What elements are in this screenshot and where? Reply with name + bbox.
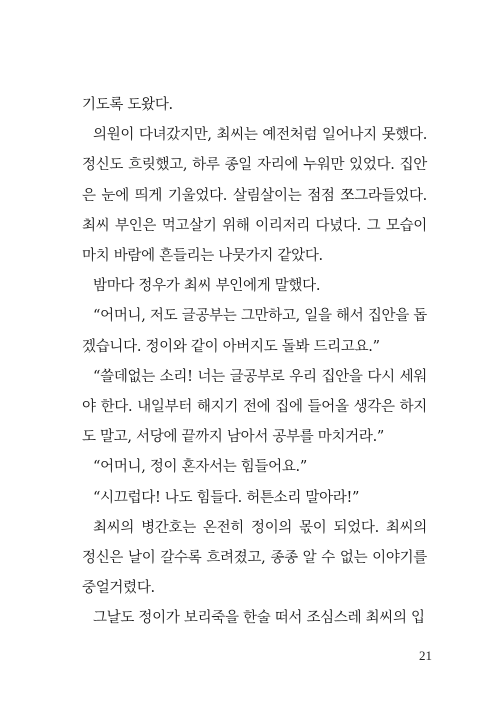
- paragraph: “시끄럽다! 나도 힘들다. 허튼소리 말아라!”: [93, 489, 360, 506]
- paragraph: “어머니, 저도 글공부는 그만하고, 일을 해서 집안을 돕겠습니다. 정이와 같이 아버지도 돌봐 드리고요.”: [82, 308, 427, 355]
- paragraph: “쓸데없는 소리! 너는 글공부로 우리 집안을 다시 세워야 한다. 내일부터 해지기 전에 집에 들어올 생각은 하지도 말고, 서당에 끝까지 남아서 공부를 마치거라.”: [82, 368, 427, 446]
- paragraph: 기도록 도왔다.: [82, 97, 173, 113]
- paragraph: 밤마다 정우가 최씨 부인에게 말했다.: [93, 278, 321, 295]
- body-text: [82, 90, 427, 634]
- paragraph: “어머니, 정이 혼자서는 힘들어요.”: [93, 459, 307, 476]
- page-number: 21: [419, 648, 432, 663]
- paragraph: 의원이 다녀갔지만, 최씨는 예전처럼 일어나지 못했다. 정신도 흐릿했고, 하루 종일 자리에 누워만 있었다. 집안은 눈에 띄게 기울었다. 살림살이는 점점 쪼그라들었다. 최씨 부인은 먹고살기 위해 이리저리 다녔다. 그 모습이 마치 바람에 흔들리는 나뭇가지 같았다.: [82, 127, 427, 265]
- paragraph: 그날도 정이가 보리죽을 한술 떠서 조심스레 최씨의 입: [93, 610, 425, 627]
- paragraph: 최씨의 병간호는 온전히 정이의 몫이 되었다. 최씨의 정신은 날이 갈수록 흐려졌고, 종종 알 수 없는 이야기를 중얼거렸다.: [82, 519, 427, 597]
